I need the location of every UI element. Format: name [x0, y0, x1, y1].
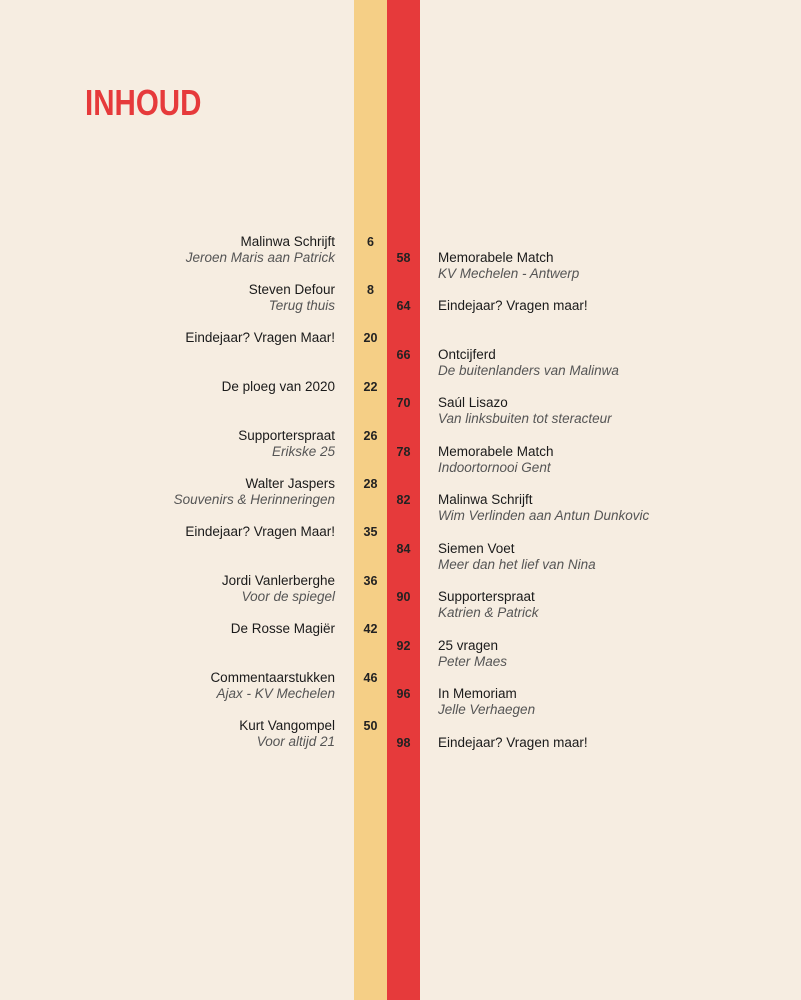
page-number: 66 [396, 348, 411, 362]
page-number: 78 [396, 445, 411, 459]
page-number: 92 [396, 639, 411, 653]
toc-subtitle: Wim Verlinden aan Antun Dunkovic [438, 508, 650, 523]
page-number: 98 [396, 736, 411, 750]
toc-entry-right-3[interactable] [438, 347, 619, 379]
toc-title: 25 vragen [438, 638, 499, 653]
toc-title: Commentaarstukken [210, 670, 335, 685]
toc-title: Eindejaar? Vragen maar! [438, 735, 588, 750]
toc-title: Kurt Vangompel [239, 718, 335, 733]
page-number: 70 [396, 396, 411, 410]
toc-title: Supporterspraat [238, 428, 335, 443]
toc-entry-right-9[interactable] [438, 638, 507, 670]
toc-title: Walter Jaspers [245, 476, 335, 491]
toc-subtitle: De buitenlanders van Malinwa [438, 363, 619, 378]
toc-subtitle: Van linksbuiten tot steracteur [438, 411, 612, 426]
page-number: 42 [363, 622, 378, 636]
toc-entry-left-4[interactable] [222, 379, 335, 395]
toc-entry-left-5[interactable] [238, 428, 335, 460]
toc-entry-right-8[interactable] [438, 589, 539, 621]
page-number: 84 [396, 542, 411, 556]
toc-entry-left-1[interactable] [186, 234, 335, 266]
toc-subtitle: Peter Maes [438, 654, 508, 669]
page-number: 6 [367, 235, 374, 249]
toc-entry-left-3[interactable] [185, 330, 335, 346]
toc-title: Memorabele Match [438, 444, 554, 459]
toc-title: Steven Defour [248, 282, 335, 297]
page-number: 96 [396, 687, 411, 701]
page-number: 82 [396, 493, 411, 507]
page-number: 50 [363, 719, 378, 733]
toc-entry-left-9[interactable] [231, 621, 335, 637]
toc-entry-left-10[interactable] [210, 670, 335, 702]
toc-title: In Memoriam [438, 686, 517, 701]
toc-subtitle: Ajax - KV Mechelen [216, 686, 335, 701]
toc-subtitle: Jelle Verhaegen [438, 702, 536, 717]
toc-subtitle: Erikske 25 [271, 444, 335, 459]
toc-subtitle: Indoortornooi Gent [438, 460, 551, 475]
toc-title: Supporterspraat [438, 589, 535, 604]
toc-entry-right-10[interactable] [438, 686, 535, 718]
toc-subtitle: Voor altijd 21 [256, 734, 335, 749]
toc-entry-right-5[interactable] [438, 444, 554, 476]
page-number: 58 [396, 251, 411, 265]
toc-subtitle: KV Mechelen - Antwerp [438, 266, 580, 281]
toc-title: Eindejaar? Vragen Maar! [185, 330, 335, 345]
page-number: 64 [396, 299, 411, 313]
page-number: 35 [363, 525, 378, 539]
page-number: 26 [363, 429, 378, 443]
page-title: INHOUD [85, 82, 202, 123]
toc-entry-right-4[interactable] [438, 395, 612, 427]
toc-entry-right-7[interactable] [438, 541, 596, 573]
page-number: 46 [363, 671, 378, 685]
toc-title: Eindejaar? Vragen Maar! [185, 524, 335, 539]
page-number: 22 [363, 380, 378, 394]
page-number: 28 [363, 477, 378, 491]
toc-title: Ontcijferd [438, 347, 496, 362]
toc-title: Malinwa Schrijft [240, 234, 335, 249]
toc-title: Saúl Lisazo [438, 395, 508, 410]
yellow-stripe [354, 0, 387, 1000]
toc-title: De Rosse Magiër [230, 621, 335, 636]
toc-entry-left-2[interactable] [249, 282, 335, 314]
toc-entry-left-6[interactable] [174, 476, 335, 508]
toc-entry-right-1[interactable] [438, 250, 579, 282]
toc-entry-right-2[interactable] [438, 298, 588, 314]
toc-subtitle: Katrien & Patrick [438, 605, 539, 620]
toc-title: Malinwa Schrijft [438, 492, 533, 507]
toc-subtitle: Souvenirs & Herinneringen [173, 492, 335, 507]
toc-title: De ploeg van 2020 [221, 379, 335, 394]
page-number: 90 [396, 590, 411, 604]
toc-title: Siemen Voet [438, 541, 515, 556]
toc-title: Memorabele Match [438, 250, 554, 265]
toc-subtitle: Meer dan het lief van Nina [438, 557, 596, 572]
toc-entry-left-11[interactable] [239, 718, 335, 750]
toc-entry-right-6[interactable] [438, 492, 649, 524]
page-number: 36 [363, 574, 378, 588]
toc-entry-right-11[interactable] [438, 735, 588, 751]
page-number: 20 [363, 331, 378, 345]
toc-subtitle: Terug thuis [268, 298, 335, 313]
toc-title: Jordi Vanlerberghe [221, 573, 335, 588]
toc-subtitle: Voor de spiegel [241, 589, 335, 604]
toc-subtitle: Jeroen Maris aan Patrick [185, 250, 335, 265]
toc-entry-left-7[interactable] [185, 524, 335, 540]
toc-entry-left-8[interactable] [222, 573, 335, 605]
toc-title: Eindejaar? Vragen maar! [438, 298, 588, 313]
page-number: 8 [367, 283, 374, 297]
